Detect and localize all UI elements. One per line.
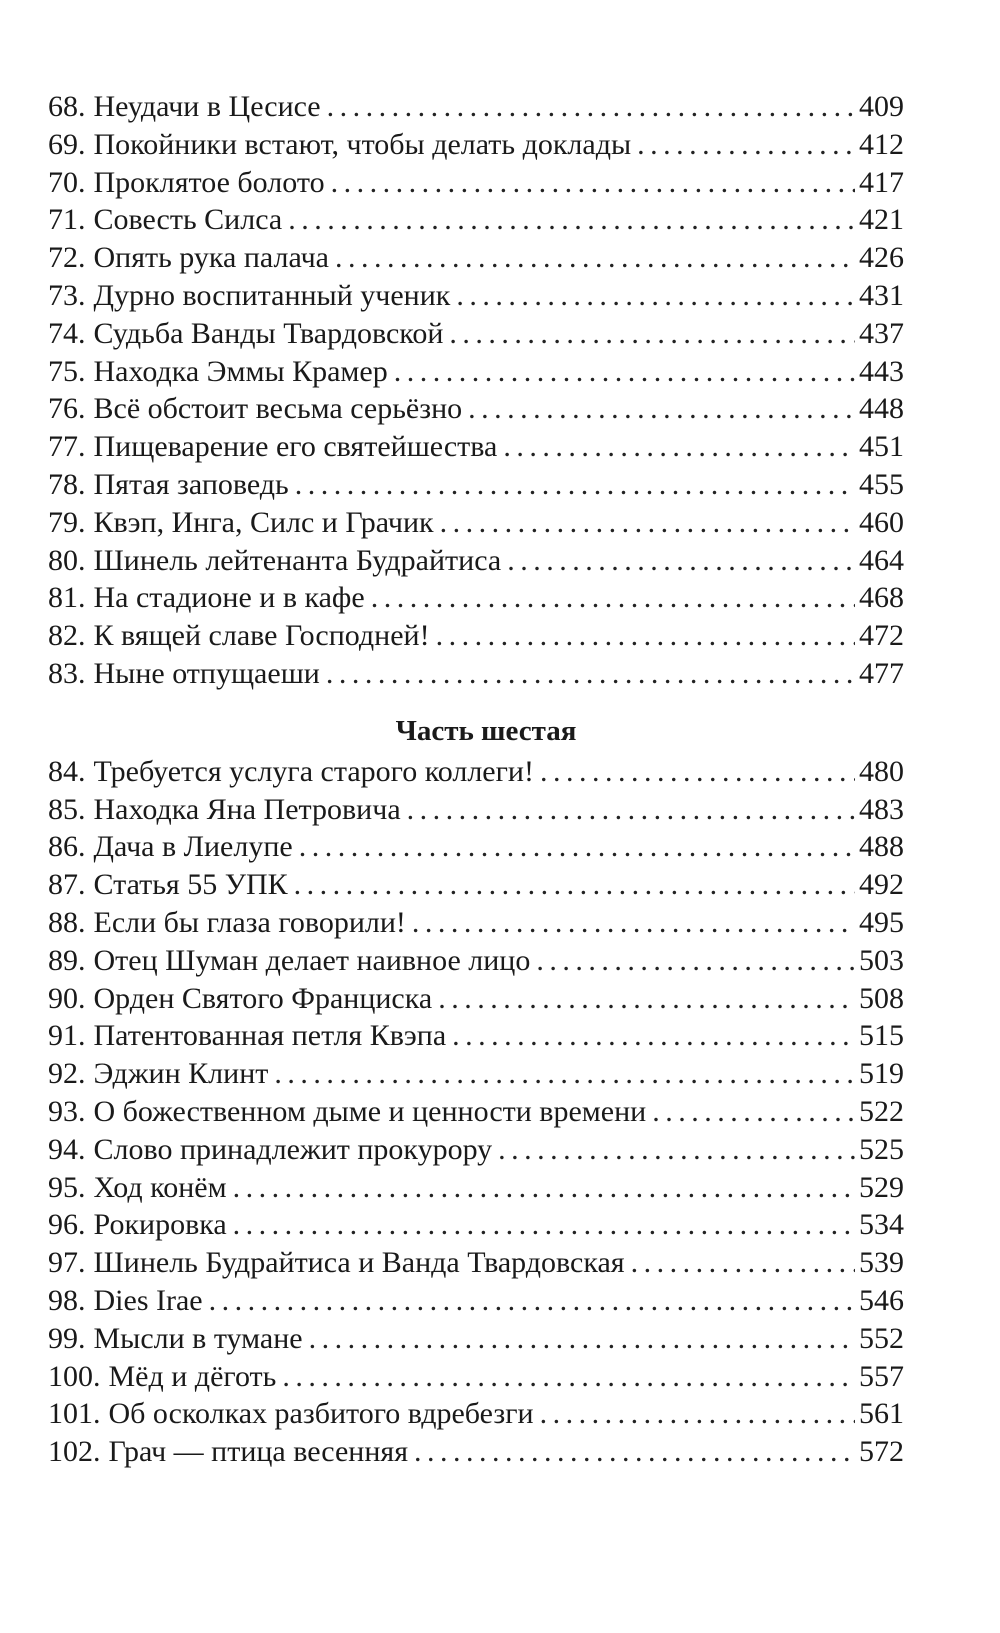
dot-leader [436,617,855,655]
chapter-number: 91. [48,1019,86,1053]
toc-entry [48,1206,904,1244]
chapter-number: 69. [48,127,86,161]
toc-entry [48,126,904,164]
part-heading: Часть шестая [395,714,577,747]
dot-leader [438,980,855,1018]
dot-leader [507,542,855,580]
page-number: 546 [859,1283,904,1317]
toc-entry [48,315,904,353]
chapter-number: 81. [48,581,86,615]
toc-entry [48,866,904,904]
chapter-title: Грач — птица весенняя [108,1435,409,1469]
dot-leader [452,1017,855,1055]
dot-leader [540,753,855,791]
dot-leader [295,466,855,504]
page-number: 503 [859,943,904,977]
page-number: 409 [859,90,904,123]
chapter-number: 85. [48,792,86,826]
chapter-number: 71. [48,203,86,237]
page-number: 431 [859,278,904,312]
page-number: 426 [859,241,904,275]
toc-entry [48,980,904,1018]
dot-leader [449,315,855,353]
dot-leader [394,353,855,391]
toc-entry [48,390,904,428]
page-number: 437 [859,316,904,350]
chapter-number: 68. [48,90,86,123]
chapter-title: Покойники встают, чтобы делать доклады [93,127,632,161]
chapter-number: 90. [48,981,86,1015]
chapter-title: На стадионе и в кафе [93,581,365,615]
toc-entry [48,828,904,866]
dot-leader [233,1206,855,1244]
dot-leader [414,1433,855,1471]
dot-leader [631,1244,855,1282]
chapter-title: Опять рука палача [93,241,329,275]
dot-leader [288,201,855,239]
chapter-number: 75. [48,354,86,388]
page-number: 492 [859,868,904,902]
toc-entry [48,1169,904,1207]
chapter-title: Пятая заповедь [93,467,289,501]
toc-entry [48,88,904,126]
chapter-title: О божественном дыме и ценности времени [93,1094,647,1128]
toc-entry [48,1244,904,1282]
dot-leader [371,579,855,617]
chapter-title: Всё обстоит весьма серьёзно [93,392,463,426]
chapter-title: Проклятое болото [93,165,325,199]
chapter-number: 79. [48,505,86,539]
chapter-title: Слово принадлежит прокурору [93,1132,493,1166]
chapter-title: Мысли в тумане [93,1321,303,1355]
chapter-title: Находка Эммы Крамер [93,354,388,388]
chapter-number: 78. [48,467,86,501]
page-number: 572 [859,1435,904,1469]
table-of-contents [48,88,904,1471]
page-number: 515 [859,1019,904,1053]
dot-leader [282,1358,855,1396]
page-number: 495 [859,905,904,939]
chapter-title: Шинель Будрайтиса и Ванда Твардовская [93,1246,625,1280]
chapter-title: Статья 55 УПК [93,868,288,902]
page-number: 525 [859,1132,904,1166]
toc-entry [48,239,904,277]
dot-leader [233,1169,855,1207]
chapter-title: Находка Яна Петровича [93,792,401,826]
page-number: 561 [859,1397,904,1431]
toc-entry [48,1017,904,1055]
toc-entry [48,904,904,942]
page-number: 522 [859,1094,904,1128]
chapter-title: К вящей славе Господней! [93,619,430,653]
dot-leader [326,655,855,693]
dot-leader [456,277,855,315]
dot-leader [294,866,855,904]
page-number: 421 [859,203,904,237]
page-number: 539 [859,1246,904,1280]
chapter-number: 94. [48,1132,86,1166]
page-number: 508 [859,981,904,1015]
chapter-title: Рокировка [93,1208,227,1242]
chapter-number: 80. [48,543,86,577]
toc-list-before [48,88,904,693]
chapter-number: 97. [48,1246,86,1280]
chapter-title: Пищеварение его святейшества [93,430,498,464]
chapter-title: Мёд и дёготь [108,1359,277,1393]
page-number: 451 [859,430,904,464]
chapter-number: 101. [48,1397,101,1431]
chapter-title: Отец Шуман делает наивное лицо [93,943,531,977]
chapter-number: 99. [48,1321,86,1355]
chapter-number: 87. [48,868,86,902]
page-number: 464 [859,543,904,577]
chapter-number: 73. [48,278,86,312]
toc-entry [48,428,904,466]
chapter-title: Требуется услуга старого коллеги! [93,754,534,788]
toc-entry [48,1055,904,1093]
toc-entry [48,1282,904,1320]
page-number: 557 [859,1359,904,1393]
chapter-title: Орден Святого Франциска [93,981,433,1015]
toc-entry [48,1433,904,1471]
page-number: 443 [859,354,904,388]
dot-leader [299,828,855,866]
toc-entry [48,504,904,542]
dot-leader [412,904,855,942]
chapter-title: Совесть Силса [93,203,283,237]
page-number: 477 [859,656,904,690]
dot-leader [335,239,855,277]
dot-leader [536,942,855,980]
chapter-title: Если бы глаза говорили! [93,905,406,939]
toc-entry [48,201,904,239]
chapter-title: Эджин Клинт [93,1057,269,1091]
toc-entry [48,791,904,829]
page-number: 448 [859,392,904,426]
chapter-title: Об осколках разбитого вдребезги [108,1397,534,1431]
toc-entry [48,655,904,693]
toc-entry [48,164,904,202]
dot-leader [468,390,855,428]
dot-leader [209,1282,855,1320]
toc-entry [48,617,904,655]
chapter-number: 89. [48,943,86,977]
toc-entry [48,579,904,617]
toc-entry [48,942,904,980]
dot-leader [540,1395,855,1433]
toc-entry [48,1131,904,1169]
page-number: 488 [859,830,904,864]
toc-entry [48,1395,904,1433]
page-number: 455 [859,467,904,501]
dot-leader [327,88,855,126]
toc-entry [48,1320,904,1358]
page-number: 472 [859,619,904,653]
toc-entry [48,542,904,580]
toc-entry [48,1358,904,1396]
chapter-title: Дача в Лиелупе [93,830,293,864]
chapter-number: 100. [48,1359,101,1393]
dot-leader [652,1093,855,1131]
dot-leader [637,126,855,164]
chapter-number: 84. [48,754,86,788]
chapter-title: Квэп, Инга, Силс и Грачик [93,505,434,539]
page-number: 412 [859,127,904,161]
dot-leader [309,1320,855,1358]
chapter-number: 92. [48,1057,86,1091]
page-number: 483 [859,792,904,826]
page-number: 552 [859,1321,904,1355]
dot-leader [498,1131,855,1169]
chapter-number: 74. [48,316,86,350]
chapter-title: Ныне отпущаеши [93,656,320,690]
chapter-title: Шинель лейтенанта Будрайтиса [93,543,502,577]
chapter-number: 77. [48,430,86,464]
chapter-number: 98. [48,1283,86,1317]
chapter-number: 83. [48,656,86,690]
chapter-title: Патентованная петля Квэпа [93,1019,447,1053]
page-number: 417 [859,165,904,199]
toc-list-after [48,753,904,1471]
dot-leader [440,504,855,542]
toc-entry [48,466,904,504]
chapter-number: 70. [48,165,86,199]
chapter-title: Неудачи в Цесисе [93,90,321,123]
page-number: 460 [859,505,904,539]
chapter-number: 102. [48,1435,101,1469]
dot-leader [503,428,855,466]
chapter-number: 76. [48,392,86,426]
chapter-title: Ход конём [93,1170,227,1204]
page-number: 529 [859,1170,904,1204]
toc-entry [48,277,904,315]
page-number: 519 [859,1057,904,1091]
dot-leader [407,791,855,829]
chapter-number: 86. [48,830,86,864]
page-number: 534 [859,1208,904,1242]
toc-entry [48,753,904,791]
chapter-number: 72. [48,241,86,275]
chapter-number: 96. [48,1208,86,1242]
chapter-title: Дурно воспитанный ученик [93,278,451,312]
chapter-title: Судьба Ванды Твардовской [93,316,444,350]
chapter-number: 88. [48,905,86,939]
toc-entry [48,1093,904,1131]
page-number: 480 [859,754,904,788]
chapter-number: 95. [48,1170,86,1204]
chapter-title: Dies Irae [93,1283,203,1317]
chapter-number: 82. [48,619,86,653]
dot-leader [274,1055,855,1093]
page-number: 468 [859,581,904,615]
chapter-number: 93. [48,1094,86,1128]
toc-entry [48,353,904,391]
dot-leader [331,164,855,202]
